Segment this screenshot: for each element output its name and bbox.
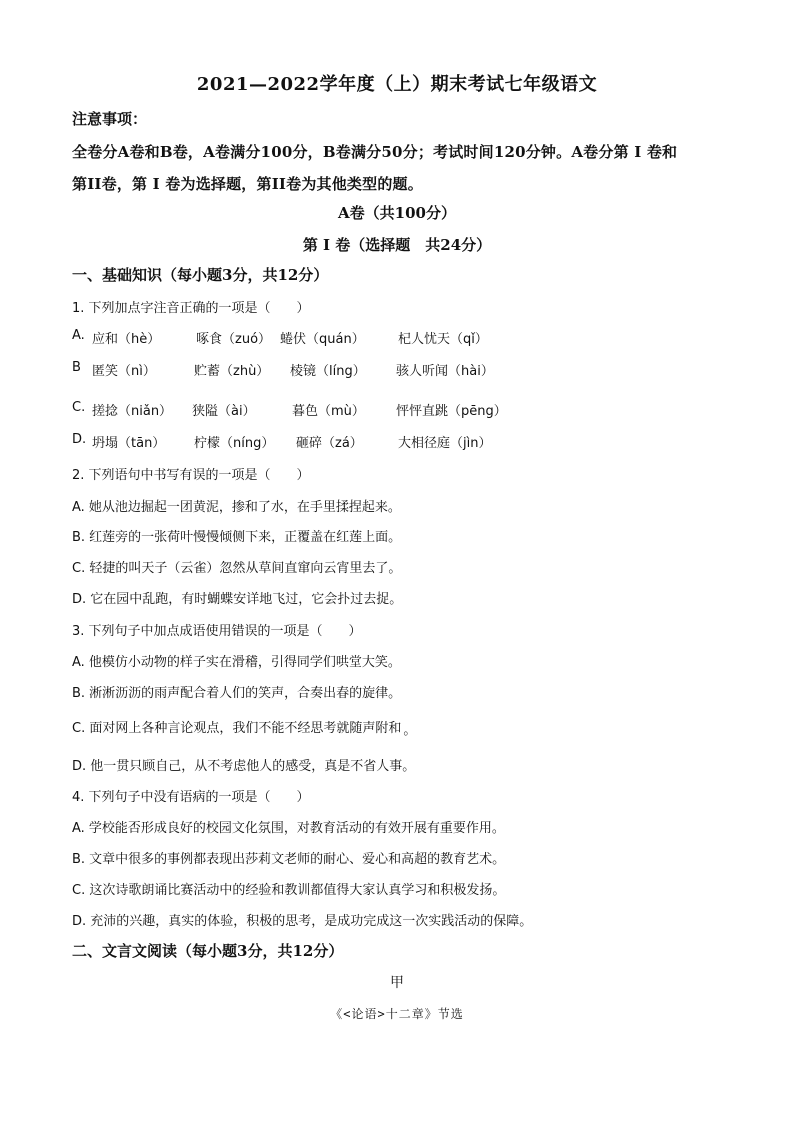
q1-d-item-4: 大相径庭（jìn） <box>398 436 492 451</box>
q4-option-c: C. 这次诗歌朗诵比赛活动中的经验和教训都值得大家认真学习和积极发扬。 <box>72 883 506 898</box>
q1-b-label: B <box>72 360 81 375</box>
q4-option-b: B. 文章中很多的事例都表现出莎莉文老师的耐心、爱心和高超的教育艺术。 <box>72 852 506 867</box>
q1-d-item-3: 砸碎（zá） <box>296 436 363 451</box>
q2-option-c: C. 轻捷的叫天子（云雀）忽然从草间直窜向云宵里去了。 <box>72 561 402 576</box>
q1-b-item-1: 匿笑（nì） <box>92 364 156 379</box>
q4-option-a: A. 学校能否形成良好的校园文化氛围，对教育活动的有效开展有重要作用。 <box>72 821 505 836</box>
q3-option-c-text: C. 面对网上各种言论观点，我们不能不经思考就随声附和 <box>72 721 402 736</box>
part-one-heading: 第 I 卷（选择题 共24分） <box>302 236 492 254</box>
q2-option-a: A. 她从池边掘起一团黄泥，掺和了水，在手里揉捏起来。 <box>72 500 401 515</box>
q1-c-item-2: 狭隘（ài） <box>192 404 256 419</box>
q1-stem: 1. 下列加点字注音正确的一项是（ ） <box>72 301 310 316</box>
paper-a-heading: A卷（共100分） <box>338 204 456 222</box>
page-title: 2021—2022学年度（上）期末考试七年级语文 <box>196 74 598 95</box>
q3-option-b: B. 淅淅沥沥的雨声配合着人们的笑声，合奏出春的旋律。 <box>72 686 402 701</box>
q1-a-item-1: 应和（hè） <box>92 332 161 347</box>
q3-option-c-period: 。 <box>403 723 417 738</box>
q3-option-c <box>72 717 416 736</box>
q1-c-item-3: 暮色（mù） <box>292 404 365 419</box>
q1-c-label: C. <box>72 400 86 415</box>
q1-c-item-1: 搓捻（niǎn） <box>92 404 173 419</box>
q1-a-label: A. <box>72 328 85 343</box>
section-1-heading: 一、基础知识（每小题3分，共12分） <box>72 266 329 284</box>
q1-b-item-4: 骇人听闻（hài） <box>396 364 494 379</box>
notice-line-2: 第II卷，第 I 卷为选择题，第II卷为其他类型的题。 <box>72 175 423 193</box>
q2-stem: 2. 下列语句中书写有误的一项是（ ） <box>72 468 310 483</box>
q1-a-item-2: 啄食（zuó） <box>196 332 272 347</box>
q1-a-item-4: 杞人忧天（qǐ） <box>398 332 488 347</box>
q1-b-item-2: 贮蓄（zhù） <box>194 364 270 379</box>
q1-d-label: D. <box>72 432 87 447</box>
section-2-heading: 二、文言文阅读（每小题3分，共12分） <box>72 942 344 960</box>
notice-line-1: 全卷分A卷和B卷，A卷满分100分，B卷满分50分；考试时间120分钟。A卷分第 I 卷和 <box>72 143 678 161</box>
q3-option-a: A. 他模仿小动物的样子实在滑稽，引得同学们哄堂大笑。 <box>72 655 401 670</box>
q2-option-d: D. 它在园中乱跑，有时蝴蝶安详地飞过，它会扑过去捉。 <box>72 592 403 607</box>
q4-option-d: D. 充沛的兴趣，真实的体验，积极的思考，是成功完成这一次实践活动的保障。 <box>72 914 533 929</box>
notice-body <box>72 136 732 200</box>
q4-stem: 4. 下列句子中没有语病的一项是（ ） <box>72 790 310 805</box>
q1-c-item-4: 怦怦直跳（pēng） <box>396 404 507 419</box>
q2-option-b: B. 红莲旁的一张荷叶慢慢倾侧下来，正覆盖在红莲上面。 <box>72 530 402 545</box>
passage-title: 《<论语>十二章》节选 <box>330 1007 464 1021</box>
q1-b-item-3: 棱镜（líng） <box>290 364 366 379</box>
q1-a-item-3: 蜷伏（quán） <box>280 332 365 347</box>
passage-mark: 甲 <box>390 975 404 991</box>
q1-d-item-2: 柠檬（níng） <box>194 436 275 451</box>
q1-d-item-1: 坍塌（tān） <box>92 436 166 451</box>
notice-heading: 注意事项： <box>72 110 148 128</box>
q3-option-d: D. 他一贯只顾自己，从不考虑他人的感受，真是不省人事。 <box>72 759 416 774</box>
q3-stem: 3. 下列句子中加点成语使用错误的一项是（ ） <box>72 624 362 639</box>
